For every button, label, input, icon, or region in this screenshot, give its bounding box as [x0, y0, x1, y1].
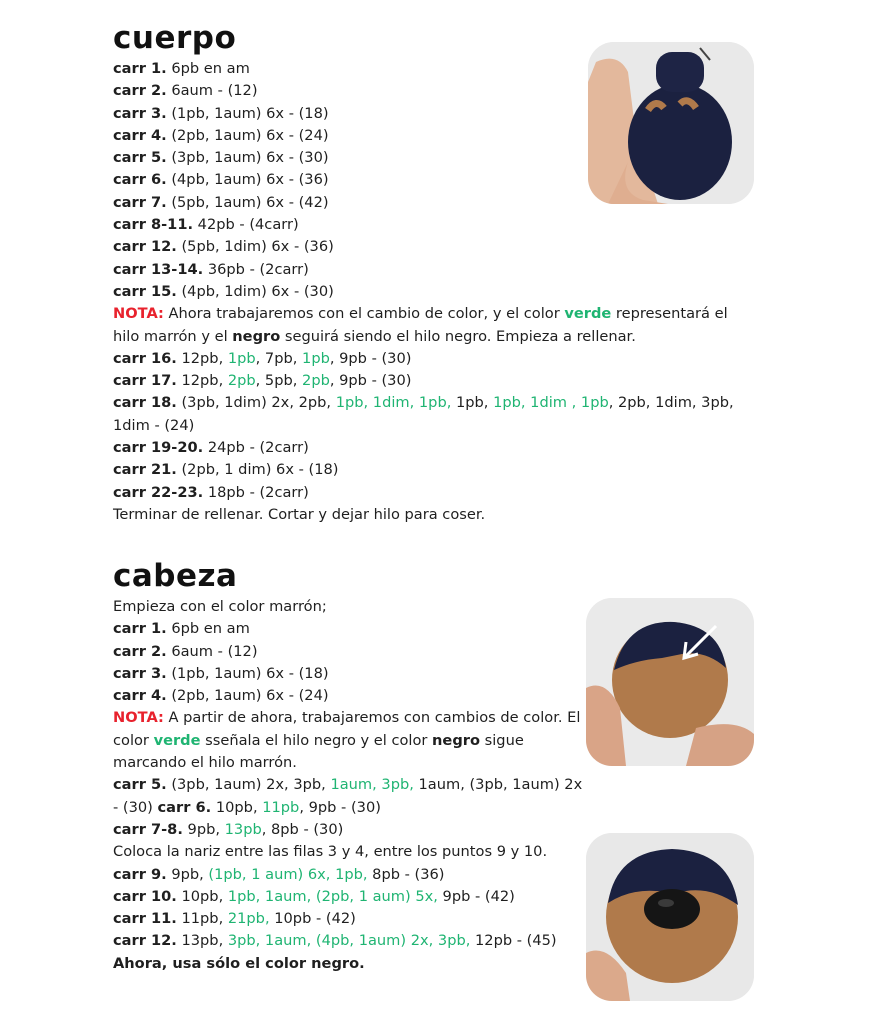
row-text: (2pb, 1aum) 6x - (24) [166, 126, 329, 144]
instruction-row [113, 281, 753, 303]
row-text: 21pb, [227, 910, 270, 928]
row-text: 13pb, [176, 932, 228, 950]
row-text: 1aum, (3pb, 1aum) 2x - (30) [113, 776, 583, 816]
row-text: 24pb - (2carr) [203, 439, 309, 457]
row-text: 3pb, 1aum, (4pb, 1aum) 2x, 3pb, [227, 932, 471, 950]
row-text: 1pb [227, 349, 256, 367]
row-text: (5pb, 1dim) 6x - (36) [176, 238, 334, 256]
row-text: 12pb, [176, 349, 228, 367]
row-text: Coloca la nariz entre las filas 3 y 4, entre los puntos 9 y 10. [113, 843, 548, 861]
row-text: 1pb [302, 349, 330, 367]
section-title-cuerpo: cuerpo [113, 20, 237, 56]
row-text: 9pb, [166, 865, 209, 883]
instruction-row [113, 707, 583, 774]
row-text: 10pb, [176, 887, 228, 905]
row-text: 8pb - (36) [367, 865, 445, 883]
instruction-row [113, 663, 583, 685]
row-text: negro [232, 327, 281, 345]
photo-body [588, 42, 754, 204]
row-text: verde [564, 305, 612, 323]
row-text: 1pb, 1aum, (2pb, 1 aum) 5x, [227, 887, 438, 905]
instruction-row [113, 437, 753, 459]
row-text: representará el hilo marrón y el [113, 305, 728, 345]
row-text: 6aum - (12) [166, 82, 258, 100]
instruction-row [113, 596, 583, 618]
row-text: 13pb [224, 820, 262, 838]
row-text: 2pb [302, 372, 330, 390]
row-text: (2pb, 1 dim) 6x - (18) [176, 461, 339, 479]
instruction-row [113, 259, 753, 281]
row-label: carr 16. [113, 349, 177, 367]
instruction-row [113, 685, 583, 707]
row-label: carr 5. [113, 776, 167, 794]
row-text: 2pb [227, 372, 256, 390]
row-text: sigue marcando el hilo marrón. [113, 731, 524, 772]
section-title-cabeza: cabeza [113, 558, 238, 594]
row-text: carr 6. [157, 798, 212, 816]
row-text: (1pb, 1aum) 6x - (18) [166, 104, 329, 122]
row-text: 6aum - (12) [166, 642, 258, 660]
row-text: 9pb - (42) [437, 887, 515, 905]
row-text: 11pb [262, 798, 300, 816]
row-text: seguirá siendo el hilo negro. Empieza a rellenar. [280, 327, 636, 345]
row-text: negro [432, 731, 481, 749]
row-label: carr 22-23. [113, 483, 204, 501]
row-text: , 9pb - (30) [329, 349, 412, 367]
row-text: 42pb - (4carr) [193, 216, 299, 234]
instruction-row [113, 841, 583, 863]
row-label: carr 13-14. [113, 260, 204, 278]
row-text: 18pb - (2carr) [203, 483, 309, 501]
instruction-row [113, 864, 583, 886]
instruction-row [113, 819, 583, 841]
row-text: (3pb, 1dim) 2x, 2pb, [176, 394, 336, 412]
instruction-row [113, 641, 583, 663]
row-label: carr 8-11. [113, 216, 194, 234]
row-text: 1pb, [451, 394, 494, 412]
instruction-row [113, 618, 583, 640]
row-label: carr 17. [113, 372, 177, 390]
row-text: 9pb, [182, 820, 225, 838]
row-text: (3pb, 1aum) 2x, 3pb, [166, 776, 331, 794]
instruction-row [113, 908, 583, 930]
row-text: , 8pb - (30) [261, 820, 344, 838]
row-label: carr 18. [113, 394, 177, 412]
row-label: carr 3. [113, 664, 167, 682]
row-label: carr 12. [113, 238, 177, 256]
row-text: A partir de ahora, trabajaremos con cambios de color. El color [113, 709, 581, 749]
photo-head-nose [586, 833, 754, 1001]
row-text: (5pb, 1aum) 6x - (42) [166, 193, 329, 211]
row-label: carr 10. [113, 887, 177, 905]
row-text: 6pb en am [166, 60, 250, 77]
row-text: 10pb, [211, 798, 263, 816]
row-label: carr 2. [113, 642, 167, 660]
note-label: NOTA: [113, 709, 164, 727]
instruction-row [113, 930, 583, 952]
row-text: 11pb, [176, 910, 228, 928]
row-text: 36pb - (2carr) [203, 260, 309, 278]
row-text: (4pb, 1dim) 6x - (30) [176, 282, 334, 300]
row-label: carr 1. [113, 60, 167, 77]
row-text: (2pb, 1aum) 6x - (24) [166, 687, 329, 705]
instruction-row [113, 886, 583, 908]
row-text: sseñala el hilo negro y el color [200, 731, 433, 749]
section-cabeza [113, 560, 583, 975]
row-label: carr 1. [113, 620, 167, 638]
instruction-row [113, 953, 583, 975]
instruction-row [113, 370, 753, 392]
instruction-row [113, 214, 753, 236]
row-text: verde [153, 731, 201, 749]
row-label: carr 3. [113, 104, 167, 122]
row-text: 12pb - (45) [470, 932, 557, 950]
row-label: carr 21. [113, 461, 177, 479]
row-text: Empieza con el color marrón; [113, 598, 327, 615]
row-label: carr 4. [113, 126, 167, 144]
row-label: carr 7. [113, 193, 167, 211]
instruction-row [113, 392, 753, 437]
row-text: , 2pb, 1dim, 3pb, 1dim - (24) [113, 394, 734, 434]
row-label: carr 7-8. [113, 820, 183, 838]
instruction-row [113, 459, 753, 481]
row-text: (1pb, 1aum) 6x - (18) [166, 664, 329, 682]
row-text: (3pb, 1aum) 6x - (30) [166, 149, 329, 167]
instruction-row [113, 348, 753, 370]
row-text: (1pb, 1 aum) 6x, 1pb, [208, 865, 368, 883]
row-text: , 9pb - (30) [299, 798, 381, 816]
row-label: carr 5. [113, 149, 167, 167]
row-text: 1pb, 1dim, 1pb, [335, 394, 452, 412]
instruction-row [113, 504, 753, 526]
photo-head-back [586, 598, 754, 766]
row-label: carr 11. [113, 910, 177, 928]
row-label: carr 6. [113, 171, 167, 189]
row-text: 12pb, [176, 372, 228, 390]
instruction-row [113, 482, 753, 504]
note-label: NOTA: [113, 305, 164, 323]
row-text: Ahora, usa sólo el color negro. [113, 954, 365, 972]
row-text: 1pb, 1dim , 1pb [493, 394, 609, 412]
row-label: carr 9. [113, 865, 167, 883]
row-label: carr 12. [113, 932, 177, 950]
row-text: 10pb - (42) [269, 910, 356, 928]
row-label: carr 15. [113, 282, 177, 300]
row-text: , 9pb - (30) [329, 372, 412, 390]
instruction-row [113, 774, 583, 819]
row-text: 6pb en am [166, 620, 250, 638]
row-label: carr 19-20. [113, 439, 204, 457]
row-text: Terminar de rellenar. Cortar y dejar hilo para coser. [113, 505, 486, 523]
row-text: (4pb, 1aum) 6x - (36) [166, 171, 329, 189]
row-text: , 5pb, [255, 372, 303, 390]
instruction-row [113, 236, 753, 258]
row-text: , 7pb, [255, 349, 303, 367]
cabeza-instructions [113, 596, 583, 975]
instruction-row [113, 303, 753, 348]
row-label: carr 4. [113, 687, 167, 705]
row-label: carr 2. [113, 82, 167, 100]
row-text: Ahora trabajaremos con el cambio de color, y el color [163, 305, 565, 323]
row-text: 1aum, 3pb, [330, 776, 414, 794]
